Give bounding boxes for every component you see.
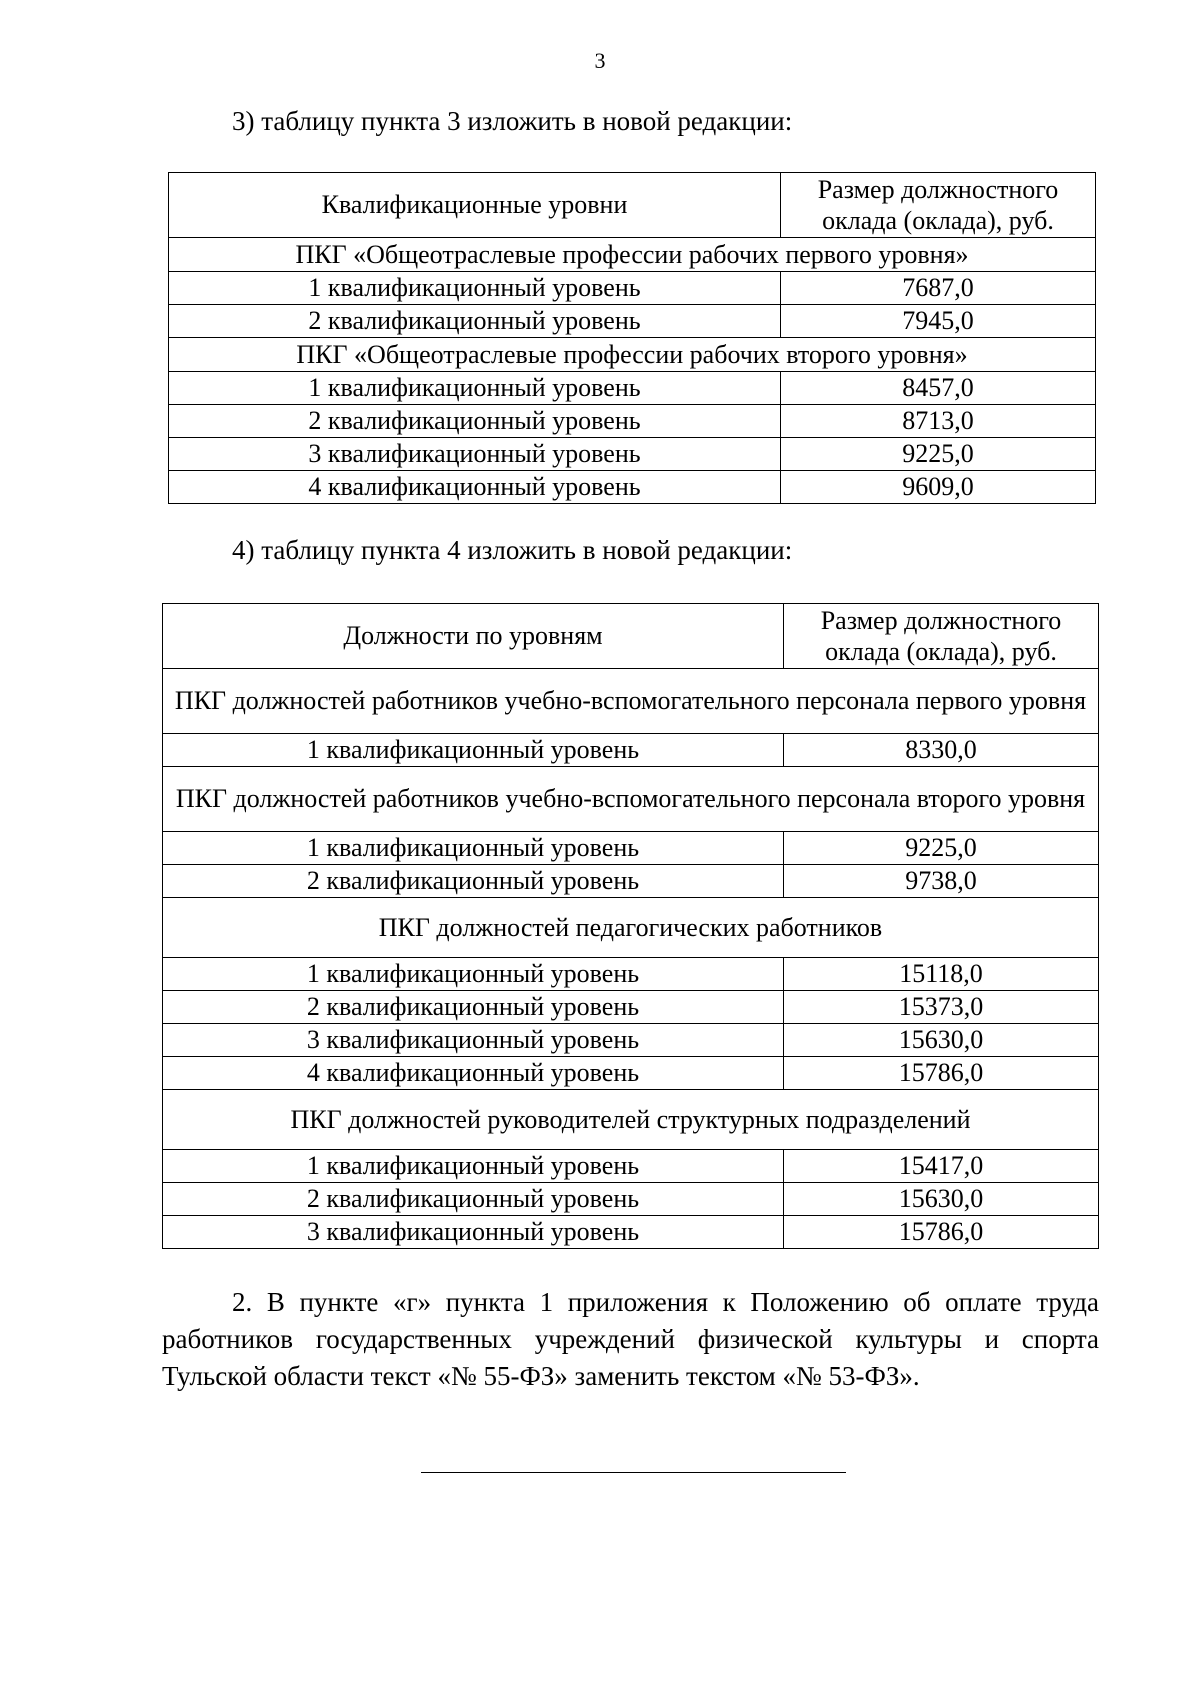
salary-value-cell: 9225,0 bbox=[781, 438, 1096, 471]
salary-value-cell: 15786,0 bbox=[784, 1216, 1099, 1249]
group-row bbox=[163, 767, 1099, 832]
table-row bbox=[163, 1150, 1099, 1183]
group-title: ПКГ должностей руководителей структурных подразделений bbox=[163, 1090, 1099, 1150]
salary-value-cell: 15630,0 bbox=[784, 1024, 1099, 1057]
table-row bbox=[163, 958, 1099, 991]
table-row bbox=[169, 438, 1096, 471]
qualification-level-cell: 1 квалификационный уровень bbox=[163, 832, 784, 865]
qualification-level-cell: 4 квалификационный уровень bbox=[169, 471, 781, 504]
qualification-level-cell: 2 квалификационный уровень bbox=[163, 991, 784, 1024]
qualification-level-cell: 3 квалификационный уровень bbox=[169, 438, 781, 471]
column-header-salary: Размер должностного оклада (оклада), руб. bbox=[784, 604, 1099, 669]
table-row bbox=[163, 1216, 1099, 1249]
group-title: ПКГ должностей педагогических работников bbox=[163, 898, 1099, 958]
salary-table-section-4 bbox=[162, 603, 1099, 1249]
qualification-level-cell: 1 квалификационный уровень bbox=[169, 372, 781, 405]
section-3-heading: 3) таблицу пункта 3 изложить в новой редакции: bbox=[232, 106, 793, 136]
qualification-level-cell: 1 квалификационный уровень bbox=[163, 734, 784, 767]
table-row bbox=[163, 991, 1099, 1024]
salary-value-cell: 9738,0 bbox=[784, 865, 1099, 898]
table-row bbox=[169, 272, 1096, 305]
table-row bbox=[169, 372, 1096, 405]
group-title: ПКГ «Общеотраслевые профессии рабочих первого уровня» bbox=[169, 238, 1096, 272]
salary-value-cell: 8457,0 bbox=[781, 372, 1096, 405]
qualification-level-cell: 1 квалификационный уровень bbox=[169, 272, 781, 305]
salary-value-cell: 7687,0 bbox=[781, 272, 1096, 305]
qualification-level-cell: 3 квалификационный уровень bbox=[163, 1024, 784, 1057]
salary-value-cell: 15373,0 bbox=[784, 991, 1099, 1024]
group-row bbox=[163, 898, 1099, 958]
salary-value-cell: 7945,0 bbox=[781, 305, 1096, 338]
column-header-salary: Размер должностного оклада (оклада), руб. bbox=[781, 173, 1096, 238]
section-4-heading: 4) таблицу пункта 4 изложить в новой редакции: bbox=[232, 535, 793, 565]
group-row bbox=[169, 238, 1096, 272]
table-row bbox=[163, 865, 1099, 898]
column-header-positions: Должности по уровням bbox=[163, 604, 784, 669]
table-row bbox=[163, 1183, 1099, 1216]
column-header-levels: Квалификационные уровни bbox=[169, 173, 781, 238]
table-row bbox=[163, 1057, 1099, 1090]
salary-value-cell: 15417,0 bbox=[784, 1150, 1099, 1183]
table-row bbox=[163, 832, 1099, 865]
group-row bbox=[163, 1090, 1099, 1150]
salary-table-section-3 bbox=[168, 172, 1096, 504]
salary-value-cell: 9609,0 bbox=[781, 471, 1096, 504]
salary-value-cell: 8713,0 bbox=[781, 405, 1096, 438]
group-row bbox=[169, 338, 1096, 372]
salary-value-cell: 15118,0 bbox=[784, 958, 1099, 991]
table-row bbox=[163, 734, 1099, 767]
salary-value-cell: 15630,0 bbox=[784, 1183, 1099, 1216]
qualification-level-cell: 2 квалификационный уровень bbox=[163, 1183, 784, 1216]
end-divider-line bbox=[421, 1472, 846, 1473]
page-number: 3 bbox=[594, 48, 606, 73]
group-title: ПКГ должностей работников учебно-вспомогательного персонала второго уровня bbox=[163, 767, 1099, 832]
qualification-level-cell: 1 квалификационный уровень bbox=[163, 958, 784, 991]
qualification-level-cell: 2 квалификационный уровень bbox=[169, 405, 781, 438]
paragraph-2: 2. В пункте «г» пункта 1 приложения к Положению об оплате труда работников государственных учреждений физической культуры и спорта Тульской области текст «№ 55-ФЗ» заменить текстом «№ 53-ФЗ». bbox=[162, 1287, 1099, 1391]
salary-value-cell: 8330,0 bbox=[784, 734, 1099, 767]
group-title: ПКГ «Общеотраслевые профессии рабочих второго уровня» bbox=[169, 338, 1096, 372]
table-row bbox=[169, 405, 1096, 438]
qualification-level-cell: 2 квалификационный уровень bbox=[169, 305, 781, 338]
group-title: ПКГ должностей работников учебно-вспомогательного персонала первого уровня bbox=[163, 669, 1099, 734]
table-row bbox=[169, 471, 1096, 504]
salary-value-cell: 9225,0 bbox=[784, 832, 1099, 865]
table-row bbox=[169, 305, 1096, 338]
qualification-level-cell: 1 квалификационный уровень bbox=[163, 1150, 784, 1183]
qualification-level-cell: 3 квалификационный уровень bbox=[163, 1216, 784, 1249]
salary-value-cell: 15786,0 bbox=[784, 1057, 1099, 1090]
qualification-level-cell: 2 квалификационный уровень bbox=[163, 865, 784, 898]
qualification-level-cell: 4 квалификационный уровень bbox=[163, 1057, 784, 1090]
table-row bbox=[163, 1024, 1099, 1057]
group-row bbox=[163, 669, 1099, 734]
